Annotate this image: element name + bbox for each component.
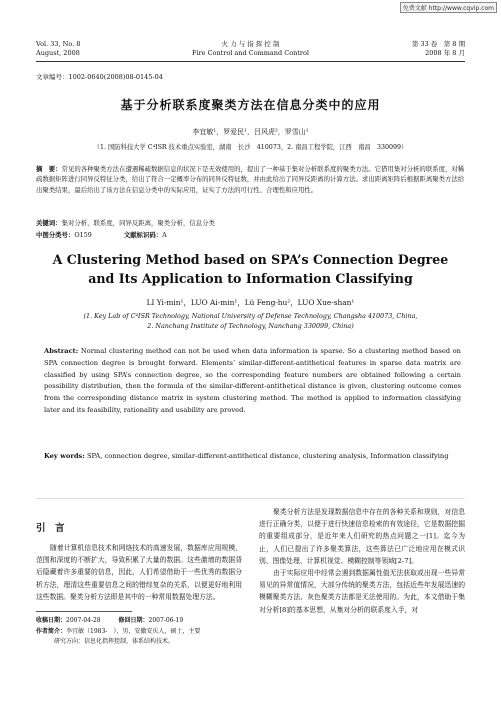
right-paragraph-2: 由于实际应用中经常会遇到数据属性值无法获取或出现一些异常易见的异常值情况，大部分传统的聚类方法，包括近些年发展迅速的模糊聚类方法、灰色聚类方法都是无法使用的。为此，本文借助于集对分析[8]的基本思想，从集对分析的联系度入手，对 (259, 569, 465, 614)
authors-chinese: 李宜敏¹，罗爱民¹，吕风虎²，罗雪山¹ (192, 128, 309, 136)
keywords-cn-label: 关键词： (36, 219, 62, 227)
right-paragraph-1: 聚类分析方法是发现数据信息中存在的各种关系和规则，对信息进行正确分类，以便于进行快速信息检索的有效途径，它是数据挖掘的重要组成部分，是近年来人们研究的热点问题之一[1]。迄今为止，人们已提出了许多聚类算法，这些算法已广泛地应用在模式识别、图像处理、计算机视觉、模糊控制等领域[2-7]。 (259, 508, 465, 565)
source-stamp[interactable]: 免费文献 http://www.cqvip.com (400, 2, 497, 13)
header-journal (36, 40, 465, 58)
title-english (0, 250, 501, 288)
keywords-english (44, 451, 461, 463)
author-bio-line2: 研究方向：信息化指挥控制、体系结构技术。 (54, 638, 175, 646)
title-en-line2: and Its Application to Information Classifying (88, 271, 413, 286)
right-column (259, 506, 465, 616)
header-vol-cn: 第 33 卷 第 8 期 (411, 40, 465, 48)
abstract-cn-label: 摘 要： (36, 165, 62, 173)
title-en-line1: A Clustering Method based on SPA’s Connection Degree (52, 252, 449, 267)
affil-en-line2: 2. Nanchang Institute of Technology, Nanchang 330099, China) (147, 322, 354, 330)
article-number: 文章编号：1002-0640(2008)08-0145-04 (36, 73, 163, 81)
abstract-cn-text: 常见的各种聚类方法在遭遇稀疏数据信息的状况下是无效使用的，提出了一种基于集对分析联系度的聚类方法。它借用集对分析的联系度，对稀疏数据矩阵进行同异反特征分类，给出了符合一定概率分布的同异反特征数，并由此给出了同异反距离的计算方法。求出距离矩阵后根据距离聚类方法给出聚类结果，最后给出了该方法在信息分类中的实际应用，证实了方法的可行性、合理性和应用性。 (36, 165, 465, 194)
affiliation-chinese: （1. 国防科技大学 C⁴ISR 技术重点实验室，湖南 长沙 410073，2. 南昌工程学院，江西 南昌 330099） (93, 144, 408, 151)
keywords-chinese (36, 218, 465, 227)
header-vol: Vol. 33, No. 8 (36, 40, 81, 48)
left-column (36, 506, 242, 648)
keywords-en-label: Key words: (44, 452, 85, 460)
footnote-author (36, 627, 242, 638)
classification-chinese (36, 230, 465, 239)
header-journal-cn: 火 力 与 指 挥 控 制 (221, 40, 280, 48)
abstract-en-label: Abstract: (44, 347, 79, 355)
footnote-dates (36, 616, 242, 627)
authors-english: LI Yi-min¹，LUO Ai-min¹，Lü Feng-hu²，LUO Xue-shan¹ (146, 298, 355, 307)
header-issue (412, 40, 465, 58)
author-bio-label: 作者简介： (36, 627, 67, 635)
intro-paragraph-1: 随着计算机信息技术和网络技术的高速发展，数据库应用规模、范围和深度的不断扩大，导致积累了大量的数据。这些激增的数据背后隐藏着许多重要的信息，因此，人们希望借助于一些优秀的数据分析方法，理清这些重要信息之间的错综复杂的关系，以便更好地利用这些数据。聚类分析方法即是其中的一种常用数据处理方法。 (36, 544, 242, 601)
affil-en-line1: (1. Key Lab of C⁴ISR Technology, National University of Defense Technology, Changsha 410073, China, (83, 312, 418, 320)
section-rule (36, 498, 465, 499)
header-journal-en: Fire Control and Command Control (191, 49, 310, 57)
abstract-english (44, 346, 461, 417)
header-date: August, 2008 (36, 49, 80, 57)
footnote-rule (36, 611, 132, 612)
affiliation-english (36, 311, 465, 331)
footnote (36, 616, 242, 648)
class-value: O159 (74, 231, 92, 239)
keywords-en-text: SPA, connection degree, similar-different-antithetical distance, clustering analysis, Information classifying (86, 452, 449, 460)
intro-heading: 引 言 (36, 523, 65, 534)
doc-code-label: 文献标识码： (123, 231, 163, 239)
revised-label: 修回日期： (118, 617, 149, 625)
received-label: 收稿日期： (36, 617, 67, 625)
keywords-cn-text: 集对分析，联系度，同异反距离，聚类分析，信息分类 (61, 219, 215, 227)
revised-date: 2007-06-19 (148, 617, 184, 625)
abstract-chinese (36, 164, 465, 195)
author-bio-line1: 李宜敏（1983- ），男，安徽安庆人，硕士，主要 (66, 627, 201, 635)
doc-code-value: A (162, 231, 167, 239)
abstract-en-text: Normal clustering method can not be used when data information is sparse. So a clustering method based on SPA connection degree is brought forward. Elements’ similar-different-antithetical features in sparse data matrix are classified by using SPA’s connection degree, so the corresponding feature numbers are obtained following a certain possibility distribution, then the formula of the similar-different-antithetical distance is given, clustering outcome comes from the corresponding distance matrix in system clustering method. The method is applied to information classifying later and its feasibility, rationality and usability are proved. (44, 347, 461, 414)
title-chinese: 基于分析联系度聚类方法在信息分类中的应用 (120, 98, 381, 112)
received-date: 2007-04-28 (66, 617, 101, 625)
header-date-cn: 2008 年 8 月 (425, 49, 465, 57)
running-header (36, 40, 465, 62)
class-label: 中图分类号： (36, 231, 75, 239)
header-rule (36, 61, 465, 62)
